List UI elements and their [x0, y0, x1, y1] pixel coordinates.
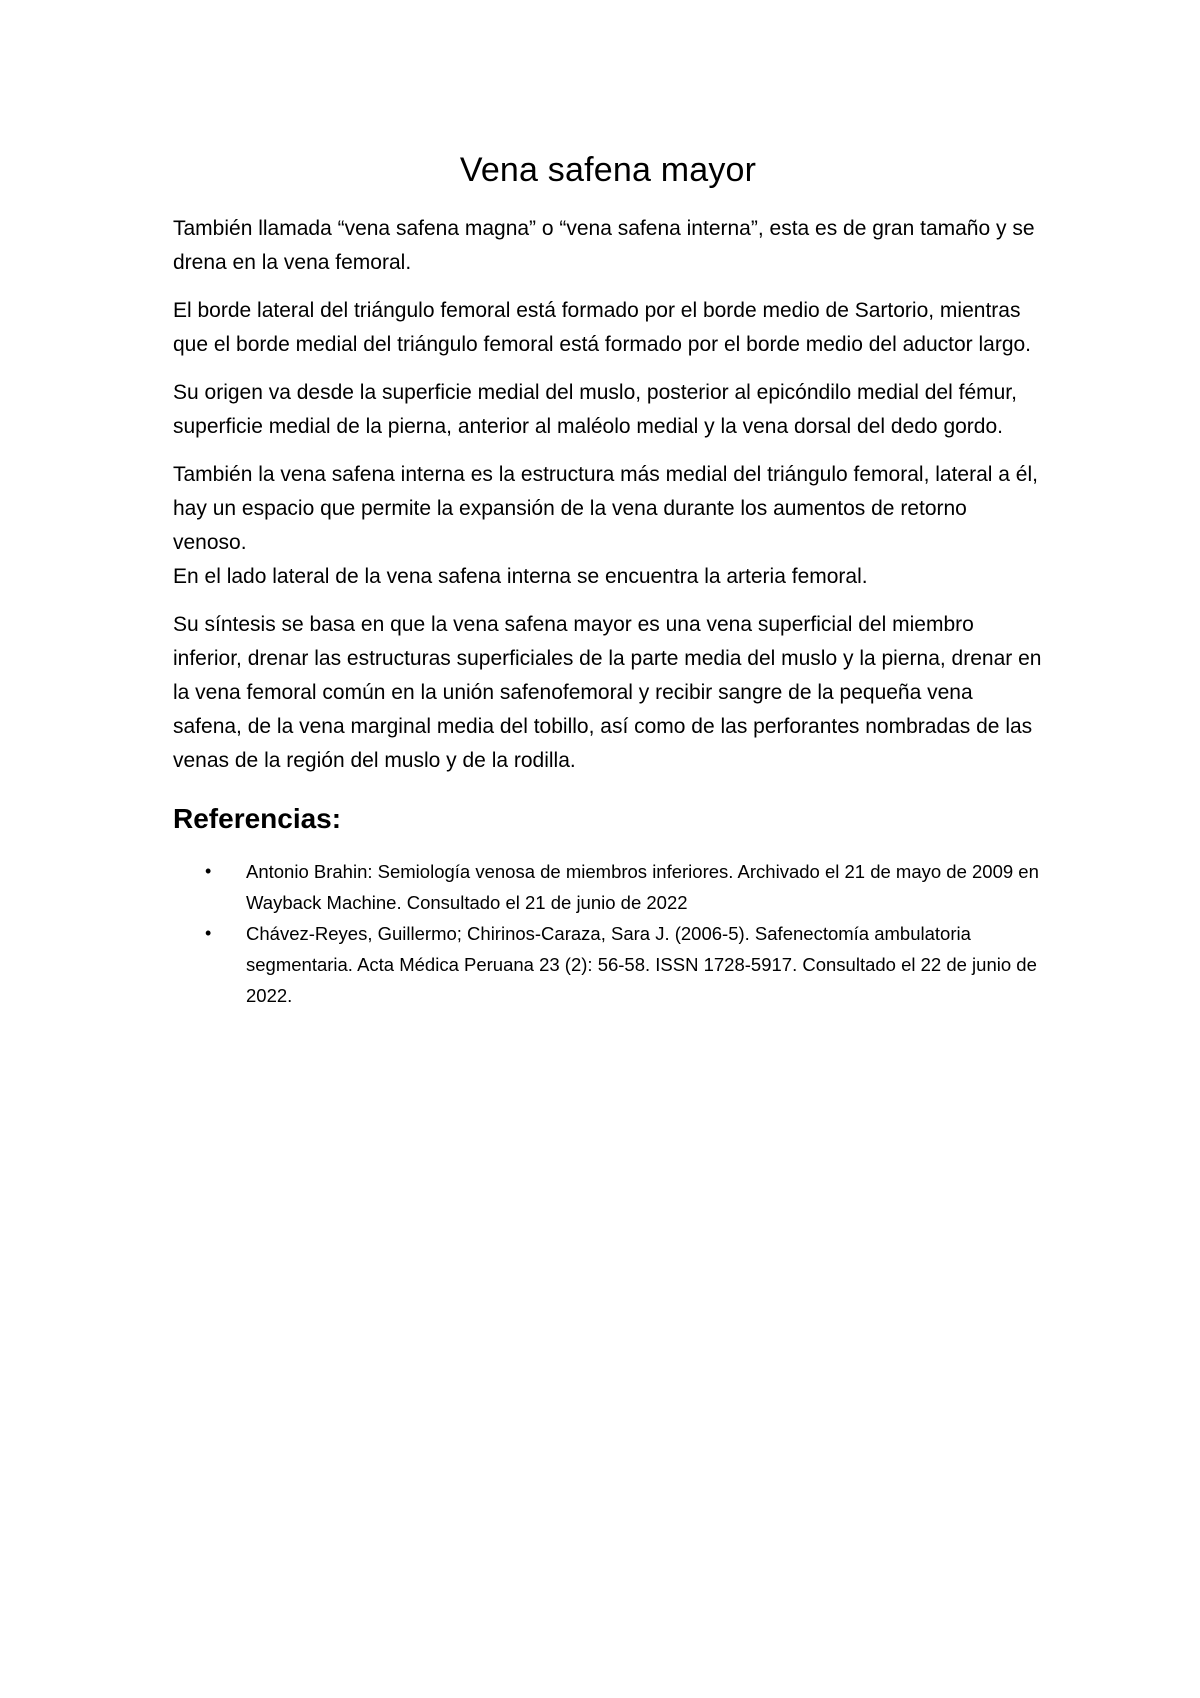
bullet-icon: •	[205, 923, 212, 943]
paragraph-origin: Su origen va desde la superficie medial del muslo, posterior al epicóndilo medial del fémur, superficie medial de la pierna, anterior al maléolo medial y la vena dorsal del dedo gordo.	[173, 381, 1017, 438]
paragraph-synthesis: Su síntesis se basa en que la vena safena mayor es una vena superficial del miembro inferior, drenar las estructuras superficiales de la parte media del muslo y la pierna, drenar en la vena femoral común en la unión safenofemoral y recibir sangre de la pequeña vena safena, de la vena marginal media del tobillo, así como de las perforantes nombradas de las venas de la región del muslo y de la rodilla.	[173, 613, 1042, 772]
reference-item	[173, 856, 1043, 918]
paragraph-femoral-artery: En el lado lateral de la vena safena interna se encuentra la arteria femoral.	[173, 565, 868, 588]
bullet-icon: •	[205, 861, 212, 881]
reference-text: Chávez-Reyes, Guillermo; Chirinos-Caraza, Sara J. (2006-5). Safenectomía ambulatoria segmentaria. Acta Médica Peruana 23 (2): 56-58. ISSN 1728-5917. Consultado el 22 de junio de 2022.	[246, 923, 1037, 1006]
document-title: Vena safena mayor	[459, 151, 757, 189]
references-heading: Referencias:	[173, 803, 342, 834]
references-list	[173, 856, 1043, 1011]
reference-text: Antonio Brahin: Semiología venosa de miembros inferiores. Archivado el 21 de mayo de 2009 en Wayback Machine. Consultado el 21 de junio de 2022	[246, 861, 1039, 913]
reference-item	[173, 918, 1043, 1011]
paragraph-definition: También llamada “vena safena magna” o “vena safena interna”, esta es de gran tamaño y se drena en la vena femoral.	[173, 217, 1035, 274]
document-body	[173, 146, 1043, 1011]
paragraph-femoral-triangle: El borde lateral del triángulo femoral está formado por el borde medio de Sartorio, mientras que el borde medial del triángulo femoral está formado por el borde medio del aductor largo.	[173, 299, 1032, 356]
paragraph-medial-structure: También la vena safena interna es la estructura más medial del triángulo femoral, lateral a él, hay un espacio que permite la expansión de la vena durante los aumentos de retorno venoso.	[173, 463, 1038, 554]
